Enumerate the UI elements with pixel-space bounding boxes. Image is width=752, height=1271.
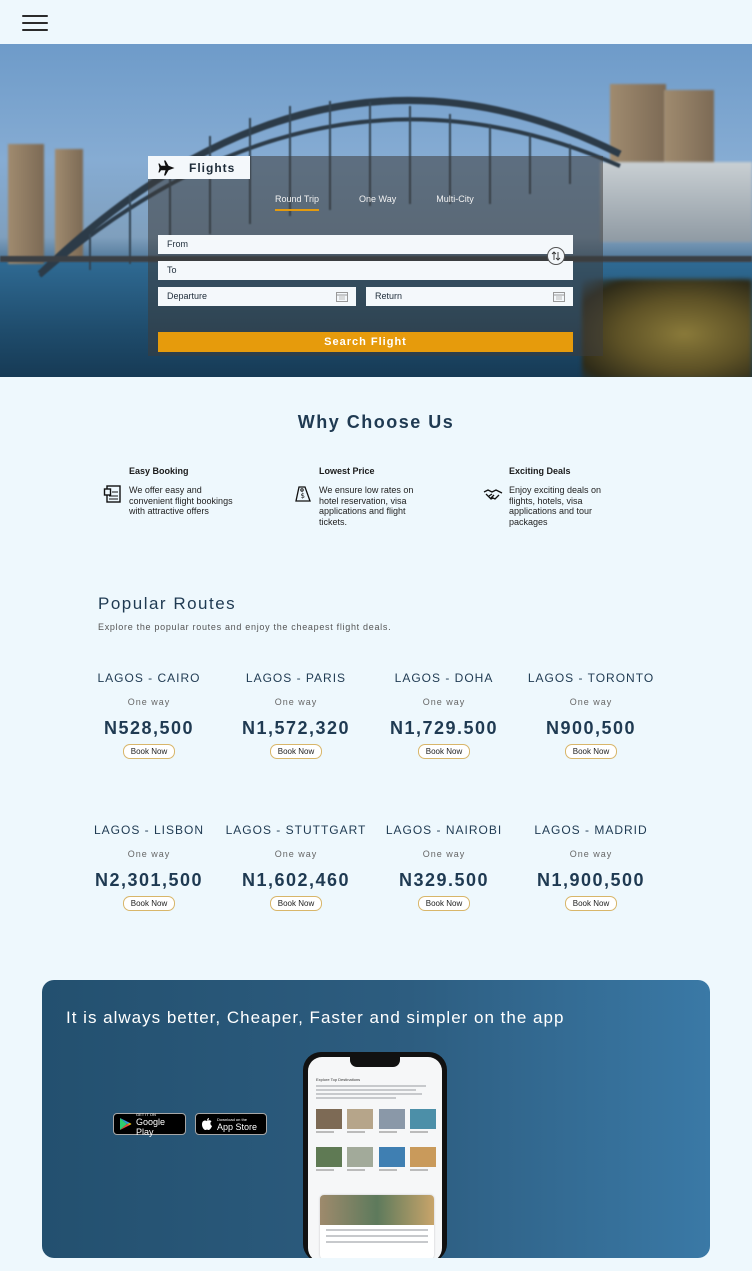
return-field[interactable] bbox=[366, 287, 573, 306]
feature-easy-booking bbox=[103, 466, 243, 517]
route-card bbox=[221, 671, 371, 759]
top-nav-bar bbox=[0, 0, 752, 44]
from-field[interactable] bbox=[158, 235, 573, 254]
book-now-button[interactable]: Book Now bbox=[123, 744, 175, 759]
svg-text:$: $ bbox=[300, 492, 305, 500]
book-now-button[interactable]: Book Now bbox=[565, 744, 617, 759]
book-now-button[interactable]: Book Now bbox=[418, 896, 470, 911]
calendar-icon[interactable] bbox=[553, 291, 565, 302]
app-promo-banner bbox=[42, 980, 710, 1258]
popular-routes-title: Popular Routes bbox=[98, 594, 237, 613]
feature-description: Enjoy exciting deals on flights, hotels, visa applications and tour packages bbox=[509, 485, 602, 527]
google-play-icon bbox=[119, 1117, 132, 1131]
destination-thumb bbox=[410, 1109, 436, 1139]
route-card bbox=[369, 671, 519, 759]
route-price: N528,500 bbox=[103, 718, 195, 738]
to-field[interactable] bbox=[158, 261, 573, 280]
to-input[interactable] bbox=[167, 265, 564, 275]
route-trip-type: One way bbox=[422, 849, 466, 859]
route-card bbox=[369, 823, 519, 911]
book-now-button[interactable]: Book Now bbox=[123, 896, 175, 911]
destination-thumb bbox=[316, 1109, 342, 1139]
route-card bbox=[516, 671, 666, 759]
google-play-small-label: GET IT ON bbox=[136, 1111, 156, 1117]
app-store-button[interactable] bbox=[195, 1113, 267, 1135]
book-now-button[interactable]: Book Now bbox=[270, 896, 322, 911]
phone-feature-card bbox=[320, 1195, 434, 1258]
route-trip-type: One way bbox=[274, 849, 318, 859]
feature-exciting-deals bbox=[483, 466, 623, 527]
route-name: LAGOS - MADRID bbox=[534, 823, 648, 837]
route-card bbox=[74, 823, 224, 911]
feature-lowest-price bbox=[293, 466, 433, 527]
handshake-icon bbox=[483, 484, 503, 504]
route-name: LAGOS - LISBON bbox=[93, 823, 205, 837]
feature-title: Exciting Deals bbox=[509, 466, 571, 476]
flights-tab-label: Flights bbox=[189, 160, 236, 175]
airplane-icon bbox=[158, 159, 176, 177]
app-banner-title: It is always better, Cheaper, Faster and simpler on the app bbox=[66, 1008, 565, 1027]
price-tag-icon bbox=[293, 484, 313, 504]
book-now-button[interactable]: Book Now bbox=[565, 896, 617, 911]
phone-screen bbox=[308, 1057, 442, 1258]
destination-thumb bbox=[347, 1109, 373, 1139]
route-card bbox=[74, 671, 224, 759]
search-flight-button[interactable]: Search Flight bbox=[158, 332, 573, 352]
route-price: N900,500 bbox=[545, 718, 637, 738]
google-play-button[interactable] bbox=[113, 1113, 186, 1135]
book-now-button[interactable]: Book Now bbox=[270, 744, 322, 759]
route-name: LAGOS - CAIRO bbox=[97, 671, 201, 685]
return-input[interactable] bbox=[375, 291, 564, 301]
route-trip-type: One way bbox=[569, 849, 613, 859]
destination-thumbs-row-1 bbox=[316, 1109, 436, 1139]
route-trip-type: One way bbox=[569, 697, 613, 707]
why-choose-us-title: Why Choose Us bbox=[297, 412, 455, 432]
route-name: LAGOS - STUTTGART bbox=[225, 823, 367, 837]
departure-input[interactable] bbox=[167, 291, 347, 301]
apple-icon bbox=[201, 1117, 213, 1131]
tab-multi-city[interactable]: Multi-City bbox=[436, 194, 474, 204]
route-name: LAGOS - DOHA bbox=[394, 671, 494, 685]
route-price: N1,602,460 bbox=[241, 870, 351, 890]
flight-search-panel bbox=[148, 156, 603, 356]
departure-field[interactable] bbox=[158, 287, 356, 306]
route-card bbox=[221, 823, 371, 911]
route-price: N2,301,500 bbox=[94, 870, 204, 890]
phone-screen-title: Explore Top Destinations bbox=[316, 1077, 361, 1082]
swap-direction-icon[interactable] bbox=[547, 247, 565, 265]
destination-thumb bbox=[379, 1147, 405, 1177]
route-trip-type: One way bbox=[274, 697, 318, 707]
hamburger-menu-icon[interactable] bbox=[22, 15, 48, 33]
destination-thumb bbox=[410, 1147, 436, 1177]
destination-thumb bbox=[316, 1147, 342, 1177]
route-card bbox=[516, 823, 666, 911]
route-trip-type: One way bbox=[127, 697, 171, 707]
route-trip-type: One way bbox=[422, 697, 466, 707]
route-price: N1,900,500 bbox=[536, 870, 646, 890]
route-trip-type: One way bbox=[127, 849, 171, 859]
route-price: N1,572,320 bbox=[241, 718, 351, 738]
harbour-rocks bbox=[582, 279, 752, 377]
document-icon bbox=[103, 484, 123, 504]
feature-title: Lowest Price bbox=[319, 466, 375, 476]
calendar-icon[interactable] bbox=[336, 291, 348, 302]
phone-mockup bbox=[303, 1052, 447, 1258]
feature-description: We ensure low rates on hotel reservation, visa applications and flight tickets. bbox=[319, 485, 414, 527]
route-name: LAGOS - NAIROBI bbox=[385, 823, 503, 837]
tab-round-trip[interactable]: Round Trip bbox=[275, 194, 319, 211]
app-store-small-label: Download on the bbox=[217, 1116, 248, 1122]
feature-title: Easy Booking bbox=[129, 466, 189, 476]
route-name: LAGOS - PARIS bbox=[245, 671, 347, 685]
route-price: N1,729.500 bbox=[389, 718, 499, 738]
feature-description: We offer easy and convenient flight bookings with attractive offers bbox=[129, 485, 233, 516]
route-name: LAGOS - TORONTO bbox=[527, 671, 655, 685]
flights-tab[interactable] bbox=[148, 156, 250, 179]
destination-thumbs-row-2 bbox=[316, 1147, 436, 1177]
from-input[interactable] bbox=[167, 239, 564, 249]
google-play-label: Google Play bbox=[136, 1116, 166, 1137]
trip-type-tabs bbox=[275, 194, 514, 211]
destination-thumb bbox=[379, 1109, 405, 1139]
phone-screen-text bbox=[316, 1085, 426, 1101]
destination-thumb bbox=[347, 1147, 373, 1177]
app-store-label: App Store bbox=[217, 1121, 258, 1132]
route-price: N329.500 bbox=[398, 870, 490, 890]
phone-notch bbox=[350, 1057, 400, 1067]
popular-routes-subtitle: Explore the popular routes and enjoy the cheapest flight deals. bbox=[98, 622, 392, 632]
book-now-button[interactable]: Book Now bbox=[418, 744, 470, 759]
tab-one-way[interactable]: One Way bbox=[359, 194, 397, 204]
